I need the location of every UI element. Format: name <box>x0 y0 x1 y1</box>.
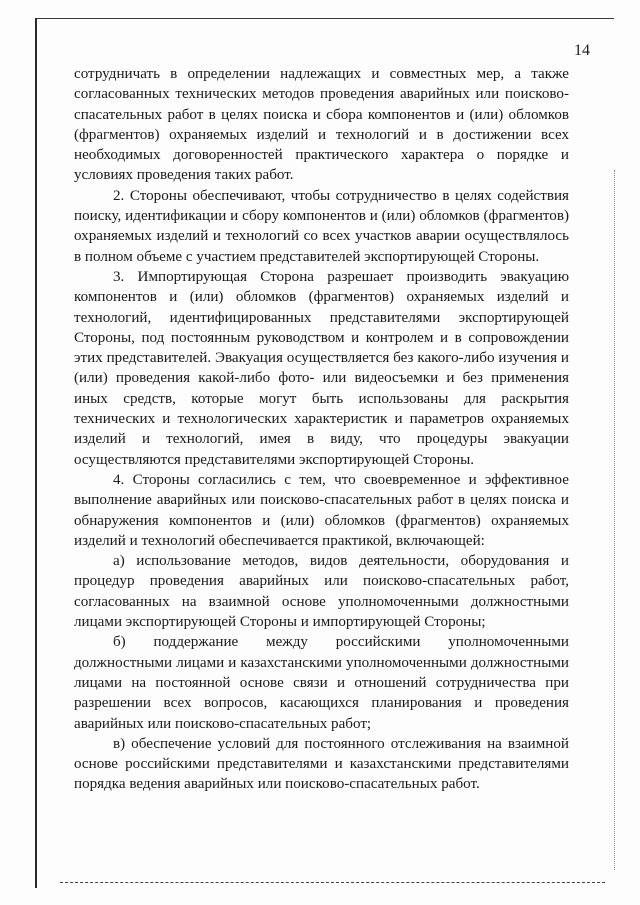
subparagraph-a: а) использование методов, видов деятельности, оборудования и процедур проведения аварийных или поисково-спасательных работ, согласованных на взаимной основе уполномоченными должностными лицами экспортирующей Стороны и импортирующей Стороны; <box>74 553 569 631</box>
subparagraph-v: в) обеспечение условий для постоянного отслеживания на взаимной основе российскими представителями и казахстанскими представителями порядка ведения аварийных или поисково-спасательных работ. <box>74 735 569 793</box>
scan-edge-left <box>35 18 37 888</box>
paragraph-2: 2. Стороны обеспечивают, чтобы сотрудничество в целях содействия поиску, идентификации и сбору компонентов и (или) обломков (фрагментов) охраняемых изделий и технологий со всех участков аварии осуществлялось в полном объеме с участием представителей экспортирующей Стороны. <box>74 187 569 265</box>
paragraph-4: 4. Стороны согласились с тем, что своевременное и эффективное выполнение аварийных или поисково-спасательных работ в целях поиска и обнаружения компонентов и (или) обломков (фрагментов) охраняемых изделий и технологий обеспечивается практикой, включающей: <box>74 471 569 549</box>
scan-edge-top <box>36 18 614 19</box>
document-body <box>74 64 569 795</box>
scan-edge-bottom <box>60 882 605 883</box>
paragraph-3: 3. Импортирующая Сторона разрешает производить эвакуацию компонентов и (или) обломков (фрагментов) охраняемых изделий и технологий, идентифицированных представителями экспортирующей Стороны, под постоянным руководством и контролем и в сопровождении этих представителей. Эвакуация осуществляется без какого-либо изучения и (или) проведения какой-либо фото- или видеосъемки и без применения иных средств, которые могут быть использованы для раскрытия технических и технологических характеристик и параметров охраняемых изделий и технологий, имея в виду, что процедуры эвакуации осуществляются представителями экспортирующей Стороны. <box>74 268 569 468</box>
scan-edge-right <box>614 170 615 870</box>
subparagraph-b: б) поддержание между российскими уполномоченными должностными лицами и казахстанскими уполномоченными должностными лицами на постоянной основе связи и отношений сотрудничества при разрешении всех вопросов, касающихся планирования и проведения аварийных или поисково-спасательных работ; <box>74 634 569 732</box>
paragraph-continuation: сотрудничать в определении надлежащих и совместных мер, а также согласованных технических методов проведения аварийных или поисково-спасательных работ в целях поиска и сбора компонентов и (или) обломков (фрагментов) охраняемых изделий и технологий и в достижении всех необходимых договоренностей практического характера о порядке и условиях проведения таких работ. <box>74 66 569 184</box>
page-number: 14 <box>574 42 590 59</box>
